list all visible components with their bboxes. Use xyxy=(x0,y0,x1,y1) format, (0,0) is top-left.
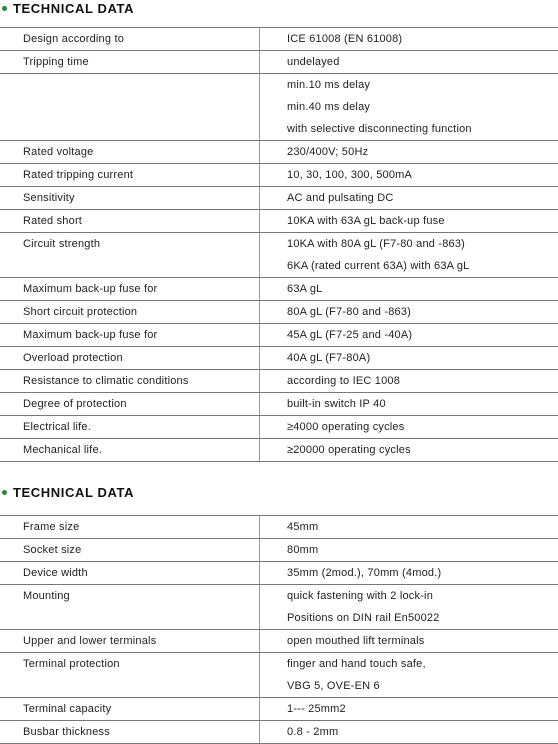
table-row xyxy=(0,562,558,585)
row-label: Electrical life. xyxy=(0,416,260,438)
table-row xyxy=(0,164,558,187)
row-label: Upper and lower terminals xyxy=(0,630,260,652)
value-line: 45A gL (F7-25 and -40A) xyxy=(287,329,413,341)
row-value xyxy=(260,164,558,186)
row-value xyxy=(260,301,558,323)
value-line: ≥20000 operating cycles xyxy=(287,444,411,456)
row-label: Overload protection xyxy=(0,347,260,369)
technical-data-table-1 xyxy=(0,27,558,462)
row-value xyxy=(260,210,558,232)
row-label: Frame size xyxy=(0,516,260,538)
row-value xyxy=(260,347,558,369)
value-line: 10, 30, 100, 300, 500mA xyxy=(287,169,413,181)
row-value xyxy=(260,393,558,415)
table-row xyxy=(0,324,558,347)
row-value xyxy=(260,74,558,140)
row-value xyxy=(260,630,558,652)
table-row xyxy=(0,28,558,51)
row-label: Rated short xyxy=(0,210,260,232)
row-value xyxy=(260,585,558,629)
value-line: open mouthed lift terminals xyxy=(287,635,425,647)
row-value xyxy=(260,721,558,743)
value-line: 230/400V; 50Hz xyxy=(287,146,369,158)
value-line: finger and hand touch safe, xyxy=(287,658,426,670)
row-label: Maximum back-up fuse for xyxy=(0,278,260,300)
row-value xyxy=(260,370,558,392)
bullet-icon xyxy=(2,490,7,495)
table-row xyxy=(0,416,558,439)
row-label: Mounting xyxy=(0,585,260,629)
table-row xyxy=(0,370,558,393)
table-row xyxy=(0,653,558,698)
value-line: Positions on DIN rail En50022 xyxy=(287,612,440,624)
value-line: min.40 ms delay xyxy=(287,101,371,113)
row-label: Short circuit protection xyxy=(0,301,260,323)
row-label: Terminal capacity xyxy=(0,698,260,720)
table-row xyxy=(0,393,558,416)
row-label: Design according to xyxy=(0,28,260,50)
value-line: quick fastening with 2 lock-in xyxy=(287,590,434,602)
table-row xyxy=(0,233,558,278)
value-line: AC and pulsating DC xyxy=(287,192,394,204)
table-row xyxy=(0,141,558,164)
table-row xyxy=(0,187,558,210)
row-label: Mechanical life. xyxy=(0,439,260,461)
value-line: 63A gL xyxy=(287,283,323,295)
row-label: Tripping time xyxy=(0,51,260,73)
value-line: with selective disconnecting function xyxy=(287,123,472,135)
row-value xyxy=(260,416,558,438)
value-line: 45mm xyxy=(287,521,319,533)
row-label: Busbar thickness xyxy=(0,721,260,743)
bullet-icon xyxy=(2,6,7,11)
value-line: 10KA with 80A gL (F7-80 and -863) xyxy=(287,238,466,250)
row-value xyxy=(260,28,558,50)
row-value xyxy=(260,51,558,73)
row-value xyxy=(260,141,558,163)
table-row xyxy=(0,74,558,141)
table-row xyxy=(0,721,558,744)
value-line: 80mm xyxy=(287,544,319,556)
value-line: 6KA (rated current 63A) with 63A gL xyxy=(287,260,470,272)
row-value xyxy=(260,698,558,720)
row-label: Terminal protection xyxy=(0,653,260,697)
section-title: TECHNICAL DATA xyxy=(13,0,135,16)
table-row xyxy=(0,51,558,74)
value-line: 40A gL (F7-80A) xyxy=(287,352,371,364)
table-row xyxy=(0,278,558,301)
row-label: Socket size xyxy=(0,539,260,561)
value-line: undelayed xyxy=(287,56,340,68)
table-row xyxy=(0,301,558,324)
row-value xyxy=(260,233,558,277)
row-value xyxy=(260,187,558,209)
row-value xyxy=(260,439,558,461)
value-line: built-in switch IP 40 xyxy=(287,398,386,410)
row-value xyxy=(260,516,558,538)
table-row xyxy=(0,516,558,539)
value-line: 10KA with 63A gL back-up fuse xyxy=(287,215,445,227)
row-value xyxy=(260,653,558,697)
value-line: 1--- 25mm2 xyxy=(287,703,346,715)
value-line: ICE 61008 (EN 61008) xyxy=(287,33,403,45)
row-value xyxy=(260,539,558,561)
table-row xyxy=(0,585,558,630)
row-label: Circuit strength xyxy=(0,233,260,277)
value-line: 0.8 - 2mm xyxy=(287,726,339,738)
row-label: Maximum back-up fuse for xyxy=(0,324,260,346)
table-row xyxy=(0,210,558,233)
section-title: TECHNICAL DATA xyxy=(13,484,135,500)
value-line: min.10 ms delay xyxy=(287,79,371,91)
section-1-heading xyxy=(0,0,134,16)
row-value xyxy=(260,562,558,584)
row-label: Rated tripping current xyxy=(0,164,260,186)
value-line: according to IEC 1008 xyxy=(287,375,401,387)
row-value xyxy=(260,278,558,300)
value-line: VBG 5, OVE-EN 6 xyxy=(287,680,380,692)
value-line: 35mm (2mod.), 70mm (4mod.) xyxy=(287,567,442,579)
row-label xyxy=(0,74,260,140)
row-label: Degree of protection xyxy=(0,393,260,415)
row-label: Device width xyxy=(0,562,260,584)
row-label: Rated voltage xyxy=(0,141,260,163)
value-line: ≥4000 operating cycles xyxy=(287,421,405,433)
table-row xyxy=(0,539,558,562)
table-row xyxy=(0,698,558,721)
row-label: Sensitivity xyxy=(0,187,260,209)
table-row xyxy=(0,439,558,462)
table-row xyxy=(0,347,558,370)
section-2-heading xyxy=(0,484,134,500)
value-line: 80A gL (F7-80 and -863) xyxy=(287,306,412,318)
table-row xyxy=(0,630,558,653)
row-label: Resistance to climatic conditions xyxy=(0,370,260,392)
technical-data-table-2 xyxy=(0,515,558,744)
row-value xyxy=(260,324,558,346)
